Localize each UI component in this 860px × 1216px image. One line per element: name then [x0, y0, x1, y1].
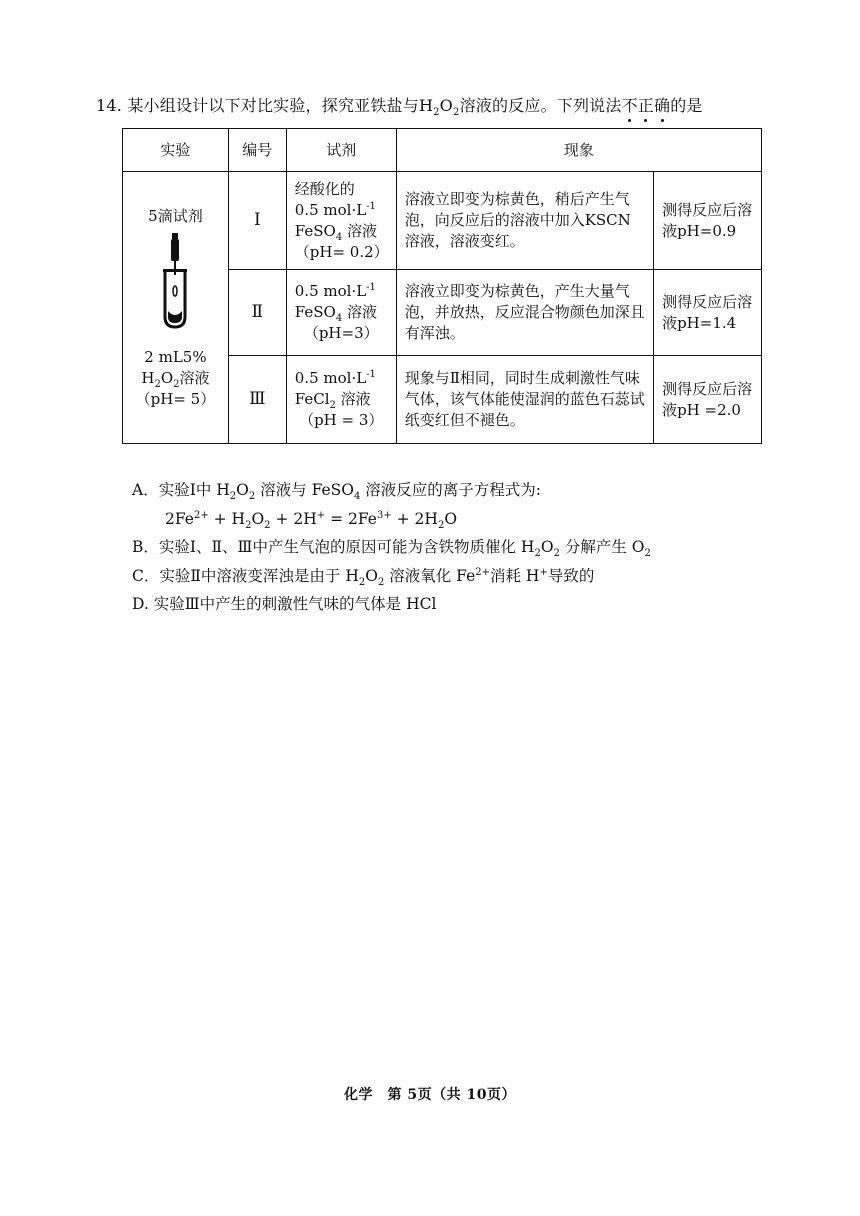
row-id: Ⅲ	[228, 356, 286, 444]
reagent-cell: 经酸化的 0.5 $mol\cdot L^{-1}$ FeSO$_4$ 溶液 （pH= 0.2）	[286, 172, 396, 270]
option-c[interactable]: C．实验Ⅱ中溶液变浑浊是由于 $H_2O_2$ 溶液氧化 $Fe^{2+}$消耗 H+导致的	[132, 566, 595, 588]
ph-cell: 测得反应后溶液pH=0.9	[654, 172, 762, 270]
phenomenon-cell: 溶液立即变为棕黄色，稍后产生气泡，向反应后的溶液中加入KSCN溶液，溶液变红。	[396, 172, 653, 270]
row-id: Ⅰ	[228, 172, 286, 270]
ph-cell: 测得反应后溶液pH=1.4	[654, 270, 762, 356]
drop-reagent-label: 5滴试剂	[148, 206, 203, 225]
header-number: 编号	[228, 129, 286, 172]
question-number: 14.	[96, 96, 123, 115]
emphasis-char: 正	[637, 96, 654, 115]
header-phenomenon: 现象	[396, 129, 761, 172]
emphasis-char: 确	[653, 96, 671, 115]
option-a[interactable]: A．实验Ⅰ中 $H_2O_2$ 溶液与 FeSO$_4$ 溶液反应的离子方程式为:	[132, 481, 542, 503]
page-footer: 化学 第 5页（共 10页）	[344, 1087, 516, 1103]
solution-ph-label: （pH= 5）	[135, 389, 216, 408]
table-header-row	[123, 129, 762, 172]
experiment-table	[122, 128, 762, 444]
solution-volume-label: 2 mL5%	[144, 347, 207, 366]
solution-name-label: $H_2O_2$溶液	[141, 368, 210, 390]
option-d[interactable]: D. 实验Ⅲ中产生的刺激性气味的气体是 HCl	[132, 595, 437, 613]
phenomenon-cell: 溶液立即变为棕黄色，产生大量气泡，并放热，反应混合物颜色加深且有浑浊。	[396, 270, 653, 356]
question-stem: 14. 某小组设计以下对比实验，探究亚铁盐与$H_2O_2$溶液的反应。下列说法不正确的是	[96, 96, 703, 119]
header-reagent: 试剂	[286, 129, 396, 172]
header-experiment: 实验	[123, 129, 229, 172]
table-row	[123, 172, 762, 270]
test-tube-dropper-icon	[160, 233, 190, 329]
row-id: Ⅱ	[228, 270, 286, 356]
reagent-cell: 0.5 $mol\cdot L^{-1}$ FeCl$_2$ 溶液 （pH = 3）	[286, 356, 396, 444]
phenomenon-cell: 现象与Ⅱ相同，同时生成刺激性气味气体，该气体能使湿润的蓝色石蕊试纸变红但不褪色。	[396, 356, 653, 444]
answer-options	[132, 476, 651, 619]
experiment-setup-cell	[123, 172, 229, 444]
ph-cell: 测得反应后溶液pH =2.0	[654, 356, 762, 444]
option-b[interactable]: B．实验Ⅰ、Ⅱ、Ⅲ中产生气泡的原因可能为含铁物质催化 $H_2O_2$ 分解产生 $O_2$	[132, 538, 651, 560]
option-a-equation: $2Fe^{2+} + H_2O_2 + 2H^+ = 2Fe^{3+} + 2H_2O$	[165, 509, 458, 531]
reagent-cell: 0.5 $mol\cdot L^{-1}$ FeSO$_4$ 溶液 （pH=3）	[286, 270, 396, 356]
emphasis-char: 不	[621, 96, 638, 115]
